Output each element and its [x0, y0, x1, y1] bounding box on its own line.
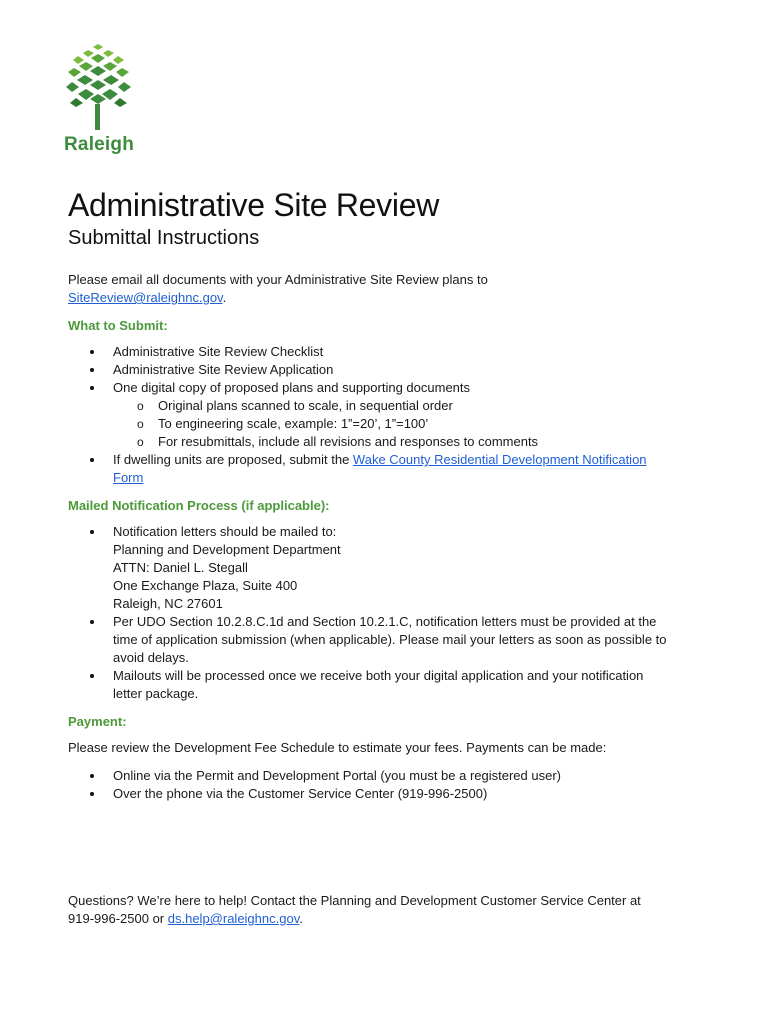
- site-review-email-link[interactable]: SiteReview@raleighnc.gov: [68, 290, 223, 305]
- list-item: Over the phone via the Customer Service Center (919-996-2500): [113, 785, 668, 803]
- list-item: Administrative Site Review Application: [113, 361, 668, 379]
- questions-suffix: .: [299, 911, 303, 926]
- sub-list-item: o Original plans scanned to scale, in sequential order: [158, 397, 668, 415]
- list-item: [113, 379, 668, 451]
- page-title: Administrative Site Review: [68, 187, 439, 223]
- payment-heading: Payment:: [68, 714, 127, 729]
- tree-logo-icon: [64, 42, 136, 134]
- payment-intro: Please review the Development Fee Schedule to estimate your fees. Payments can be made:: [68, 740, 607, 755]
- intro-paragraph: [68, 271, 668, 307]
- plans-sublist: [113, 397, 668, 451]
- list-item: [113, 523, 668, 613]
- intro-suffix: .: [222, 290, 227, 305]
- what-to-submit-list: [68, 343, 668, 487]
- logo-wordmark: Raleigh: [64, 134, 135, 155]
- address-line: One Exchange Plaza, Suite 400: [113, 578, 298, 593]
- mailed-notification-heading: Mailed Notification Process (if applicable):: [68, 498, 330, 513]
- questions-paragraph: [68, 892, 668, 928]
- list-item: Online via the Permit and Development Portal (you must be a registered user): [113, 767, 668, 785]
- wake-county-notification-form-link[interactable]: Wake County Residential Development Notification Form: [113, 452, 647, 485]
- address-line: Notification letters should be mailed to:: [113, 524, 337, 539]
- list-item-text: One digital copy of proposed plans and supporting documents: [113, 380, 471, 395]
- mailed-notification-list: [68, 523, 668, 703]
- list-item: Per UDO Section 10.2.8.C.1d and Section 10.2.1.C, notification letters must be provided at the time of application submission (when applicable). Please mail your letters as soon as possible to avoid delays.: [113, 614, 667, 665]
- what-to-submit-heading: What to Submit:: [68, 318, 168, 333]
- address-line: Raleigh, NC 27601: [113, 596, 223, 611]
- ds-help-email-link[interactable]: ds.help@raleighnc.gov: [167, 911, 300, 926]
- address-line: ATTN: Daniel L. Stegall: [113, 560, 248, 575]
- sub-list-item: o For resubmittals, include all revisions and responses to comments: [158, 433, 668, 451]
- list-item: Mailouts will be processed once we receive both your digital application and your notification letter package.: [113, 667, 668, 703]
- dwelling-text: If dwelling units are proposed, submit the: [113, 452, 353, 467]
- page-subtitle: Submittal Instructions: [68, 227, 260, 249]
- address-line: Planning and Development Department: [113, 542, 341, 557]
- document-body: [68, 185, 668, 803]
- questions-text: Questions? We’re here to help! Contact the Planning and Development Customer Service Center at 919-996-2500 or: [68, 893, 641, 926]
- intro-text: Please email all documents with your Administrative Site Review plans to: [68, 272, 488, 287]
- list-item: Administrative Site Review Checklist: [113, 343, 668, 361]
- sub-list-item: o To engineering scale, example: 1”=20’, 1”=100’: [158, 415, 668, 433]
- payment-list: [68, 767, 668, 803]
- list-item: [113, 451, 668, 487]
- raleigh-logo: [64, 42, 136, 160]
